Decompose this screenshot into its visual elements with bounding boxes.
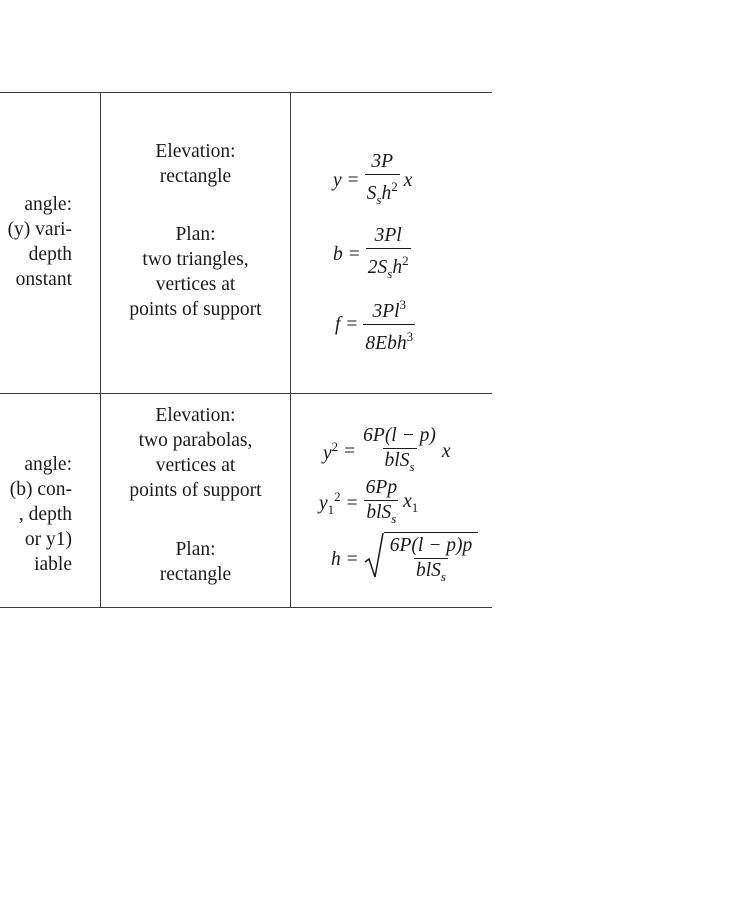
- formula-y1-squared: $y_1^2$ = $\frac{6Pp}{blS_s}$ $x_1$: [319, 477, 418, 530]
- square-root: $\frac{6P(l - p)p}{blS_s}$: [364, 532, 478, 588]
- formula-h: h = $\frac{6P(l - p)p}{blS_s}$: [331, 532, 478, 588]
- plan-text: Plan: two triangles, vertices at points of support: [129, 224, 262, 320]
- radical-sign-icon: [364, 532, 384, 580]
- description-cell: [0, 394, 100, 607]
- description-text: angle: (b) con- , depth or y1) iable: [9, 454, 72, 575]
- beam-table: [0, 92, 492, 608]
- shape-cell: [100, 93, 291, 393]
- elevation-text: Elevation: two parabolas, vertices at points of support: [129, 405, 262, 501]
- formula-y-squared: $y^2$ = $\frac{6P(l - p)}{blS_s}$ x: [323, 425, 451, 478]
- elevation-text: Elevation: rectangle: [155, 141, 236, 187]
- formula-cell: [291, 93, 492, 393]
- table-row: [0, 93, 492, 394]
- table-row: [0, 394, 492, 607]
- formula-y: y = $\frac{3P}{S_sh^2}$ x: [333, 151, 412, 211]
- formula-f: f = $\frac{3Pl^3}{8Ebh^3}$: [335, 297, 414, 354]
- shape-cell: [100, 394, 291, 607]
- description-cell: [0, 93, 100, 393]
- plan-text: Plan: rectangle: [159, 539, 232, 585]
- formula-b: b = $\frac{3Pl}{2S_sh^2}$: [333, 225, 411, 285]
- formula-cell: [291, 394, 492, 607]
- description-text: angle: (y) vari- depth onstant: [7, 194, 72, 290]
